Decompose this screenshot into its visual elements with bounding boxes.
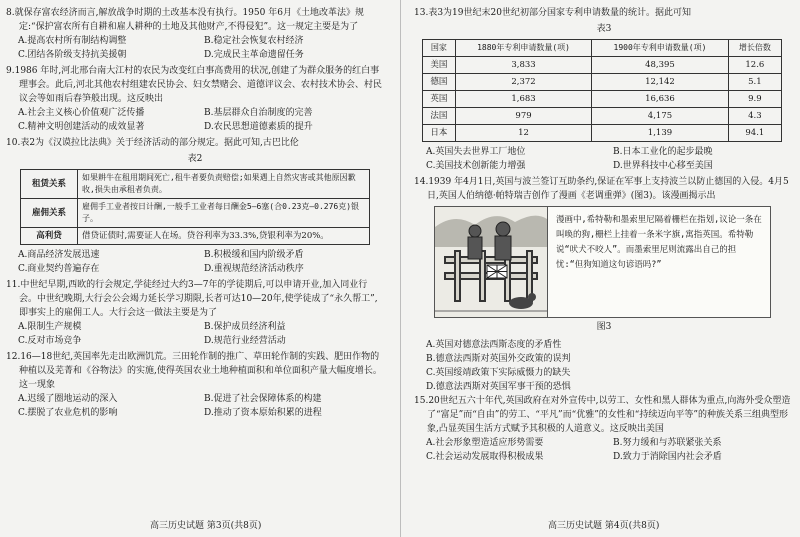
table-cell: 9.9 bbox=[728, 91, 781, 108]
column-header: 增长倍数 bbox=[728, 40, 781, 57]
table-cell: 英国 bbox=[423, 91, 456, 108]
q12-option-a: A.迟缓了圈地运动的深入 bbox=[18, 394, 118, 404]
table-cell-head: 租赁关系 bbox=[21, 170, 78, 199]
q15-option-d: D.致力于消除国内社会矛盾 bbox=[613, 452, 722, 462]
table-cell-head: 雇佣关系 bbox=[21, 199, 78, 228]
table-cell: 16,636 bbox=[592, 91, 728, 108]
column-header: 国家 bbox=[423, 40, 456, 57]
left-page bbox=[6, 6, 384, 422]
question-9 bbox=[6, 64, 384, 134]
table-cell: 3,833 bbox=[455, 57, 591, 74]
table-3-title: 表3 bbox=[596, 24, 612, 34]
q14-option-d: D.德意法西斯对英国军事干预的恐惧 bbox=[426, 382, 571, 392]
q9-option-b: B.基层群众自治制度的完善 bbox=[204, 108, 313, 118]
q13-option-b: B.日本工业化的起步最晚 bbox=[613, 147, 713, 157]
q9-option-d: D.农民思想道德素质的提升 bbox=[204, 122, 313, 132]
table-cell-head: 高利贷 bbox=[21, 228, 78, 245]
q15-option-c: C.社会运动发展取得积极成果 bbox=[426, 452, 544, 462]
question-12 bbox=[6, 350, 384, 420]
table-2 bbox=[20, 169, 370, 245]
q13-option-c: C.美国技术创新能力增强 bbox=[426, 161, 526, 171]
q8-option-d: D.完成民主革命遗留任务 bbox=[204, 50, 304, 60]
table-cell: 1,683 bbox=[455, 91, 591, 108]
q9-option-c: C.精神文明创建活动的成效显著 bbox=[18, 122, 145, 132]
right-page bbox=[414, 6, 794, 466]
q12-option-c: C.摆脱了农业危机的影响 bbox=[18, 408, 118, 418]
figure-3-label: 图3 bbox=[596, 322, 612, 332]
page-footer-right: 高三历史试题 第4页(共8页) bbox=[548, 521, 660, 531]
table-cell: 5.1 bbox=[728, 74, 781, 91]
q15-option-b: B.努力缓和与苏联紧张关系 bbox=[613, 438, 722, 448]
q12-stem: 12.16—18世纪,英国率先走出欧洲饥荒。三田轮作制的推广、草田轮作制的实践、肥田作物的种植以及芜菁和《谷物法》的实施,使得英国农业土地种植面积和单位面积产量大幅度增长。这一现象 bbox=[6, 352, 382, 390]
q14-option-c: C.英国绥靖政策下实际威慑力的缺失 bbox=[426, 368, 571, 378]
question-14 bbox=[414, 175, 794, 394]
cartoon-figure bbox=[434, 206, 771, 318]
table-cell: 4,175 bbox=[592, 108, 728, 125]
q13-option-a: A.英国失去世界工厂地位 bbox=[426, 147, 526, 157]
q11-option-b: B.保护成员经济利益 bbox=[204, 322, 286, 332]
q14-option-b: B.德意法西斯对英国外交政策的误判 bbox=[426, 354, 571, 364]
q8-option-a: A.提高农村所有制结构调整 bbox=[18, 36, 127, 46]
table-cell: 12 bbox=[455, 125, 591, 142]
q15-option-a: A.社会形象塑造适应形势需要 bbox=[426, 438, 544, 448]
table-cell: 48,395 bbox=[592, 57, 728, 74]
cartoon-illustration bbox=[435, 207, 548, 317]
table-cell: 12,142 bbox=[592, 74, 728, 91]
page-divider bbox=[400, 0, 401, 537]
table-2-title: 表2 bbox=[187, 154, 203, 164]
q12-option-b: B.促进了社会保障体系的构建 bbox=[204, 394, 322, 404]
question-11 bbox=[6, 278, 384, 348]
q12-option-d: D.推动了资本原始积累的进程 bbox=[204, 408, 322, 418]
question-10 bbox=[6, 136, 384, 276]
q11-option-a: A.限制生产规模 bbox=[18, 322, 82, 332]
q10-option-b: B.积极缓和国内阶级矛盾 bbox=[204, 250, 304, 260]
q8-option-b: B.稳定社会恢复农村经济 bbox=[204, 36, 304, 46]
table-row bbox=[21, 170, 370, 199]
q13-stem: 13.表3为19世纪末20世纪初部分国家专利申请数量的统计。据此可知 bbox=[414, 8, 691, 18]
table-header-row bbox=[423, 40, 782, 57]
table-cell: 美国 bbox=[423, 57, 456, 74]
table-cell: 12.6 bbox=[728, 57, 781, 74]
q9-stem: 9.1986 年时,河北邢台南大江村的农民为改变红白事高费用的状况,创建了为群众服务的红白事理事会。此后,河北其他农村组建农民协会、妇女禁赌会、道德评议会、农村技术协会、村民议会等如雨后春笋般出现。这反映出 bbox=[6, 66, 382, 104]
table-cell: 德国 bbox=[423, 74, 456, 91]
q9-option-a: A.社会主义核心价值观广泛传播 bbox=[18, 108, 145, 118]
q8-stem: 8.就保存富农经济而言,解放战争时期的土改基本没有执行。1950 年6月《土地改革法》规定:“保护富农所有自耕和雇人耕种的土地及其他财产,不得侵犯”。这一规定主要是为了 bbox=[6, 8, 364, 32]
q13-option-d: D.世界科技中心移至美国 bbox=[613, 161, 713, 171]
table-row bbox=[21, 199, 370, 228]
q10-option-c: C.商业契约普遍存在 bbox=[18, 264, 100, 274]
table-3 bbox=[422, 39, 782, 142]
table-row bbox=[423, 57, 782, 74]
question-13 bbox=[414, 6, 794, 173]
q14-option-a: A.英国对德意法西斯态度的矛盾性 bbox=[426, 340, 562, 350]
table-cell: 1,139 bbox=[592, 125, 728, 142]
q10-option-d: D.重视规范经济活动秩序 bbox=[204, 264, 304, 274]
table-row bbox=[21, 228, 370, 245]
table-cell: 94.1 bbox=[728, 125, 781, 142]
question-8 bbox=[6, 6, 384, 62]
table-cell: 雇佣手工业者按日计酬,一般手工业者每日酬金5—6塞(合0.23克—0.276克)银子。 bbox=[78, 199, 370, 228]
q10-option-a: A.商品经济发展迅速 bbox=[18, 250, 100, 260]
q11-option-c: C.反对市场竞争 bbox=[18, 336, 82, 346]
table-cell: 979 bbox=[455, 108, 591, 125]
q11-stem: 11.中世纪早期,西欧的行会规定,学徒经过大约3—7年的学徒期后,可以申请开业,加入同业行会。中世纪晚期,大行会公会竭力延长学习期限,长者可达10—20年,使学徒成了“永久帮工”,即事实上的雇佣工人。大行会这一做法主要是为了 bbox=[6, 280, 378, 318]
table-cell: 如果耕牛在租用期间死亡,租牛者要负责赔偿;如果遇上自然灾害或其他原因歉收,损失由承租者负责。 bbox=[78, 170, 370, 199]
q14-stem: 14.1939 年4月1日,英国与波兰签订互助条约,保证在军事上支持波兰以防止德国的入侵。4月5日,英国人伯纳德·帕特瑞吉创作了漫画《老调重弹》(图3)。该漫画揭示出 bbox=[414, 177, 789, 201]
q11-option-d: D.规范行业经营活动 bbox=[204, 336, 286, 346]
column-header: 1900年专利申请数量(项) bbox=[592, 40, 728, 57]
table-row bbox=[423, 91, 782, 108]
table-row bbox=[423, 125, 782, 142]
table-row bbox=[423, 108, 782, 125]
page-footer-left: 高三历史试题 第3页(共8页) bbox=[150, 521, 262, 531]
table-cell: 法国 bbox=[423, 108, 456, 125]
q15-stem: 15.20世纪五六十年代,英国政府在对外宣传中,以劳工、女性和黑人群体为重点,向海外受众塑造了“富足”而“自由”的劳工、“平凡”而“优雅”的女性和“持续迈向平等”的种族关系三组典型形象,凸显英国生活方式赋予其积极的人道意义。这反映出美国 bbox=[414, 396, 791, 434]
question-15 bbox=[414, 394, 794, 464]
q8-option-c: C.团结各阶级支持抗美援朝 bbox=[18, 50, 127, 60]
cartoon-caption: 漫画中,希特勒和墨索里尼隔着栅栏在指划,议论一条在叫唤的狗,栅栏上挂着一条米字旗,寓指英国。希特勒说“吠犬不咬人”。而墨索里尼则流露出自己的担忧:“但狗知道这句谚语吗?” bbox=[556, 215, 762, 270]
table-cell: 4.3 bbox=[728, 108, 781, 125]
table-cell: 借贷证债时,需要证人在场。贷谷利率为33.3%,贷银利率为20%。 bbox=[78, 228, 370, 245]
table-row bbox=[423, 74, 782, 91]
table-cell: 2,372 bbox=[455, 74, 591, 91]
q10-stem: 10.表2为《汉谟拉比法典》关于经济活动的部分规定。据此可知,古巴比伦 bbox=[6, 138, 299, 148]
table-cell: 日本 bbox=[423, 125, 456, 142]
column-header: 1880年专利申请数量(项) bbox=[455, 40, 591, 57]
